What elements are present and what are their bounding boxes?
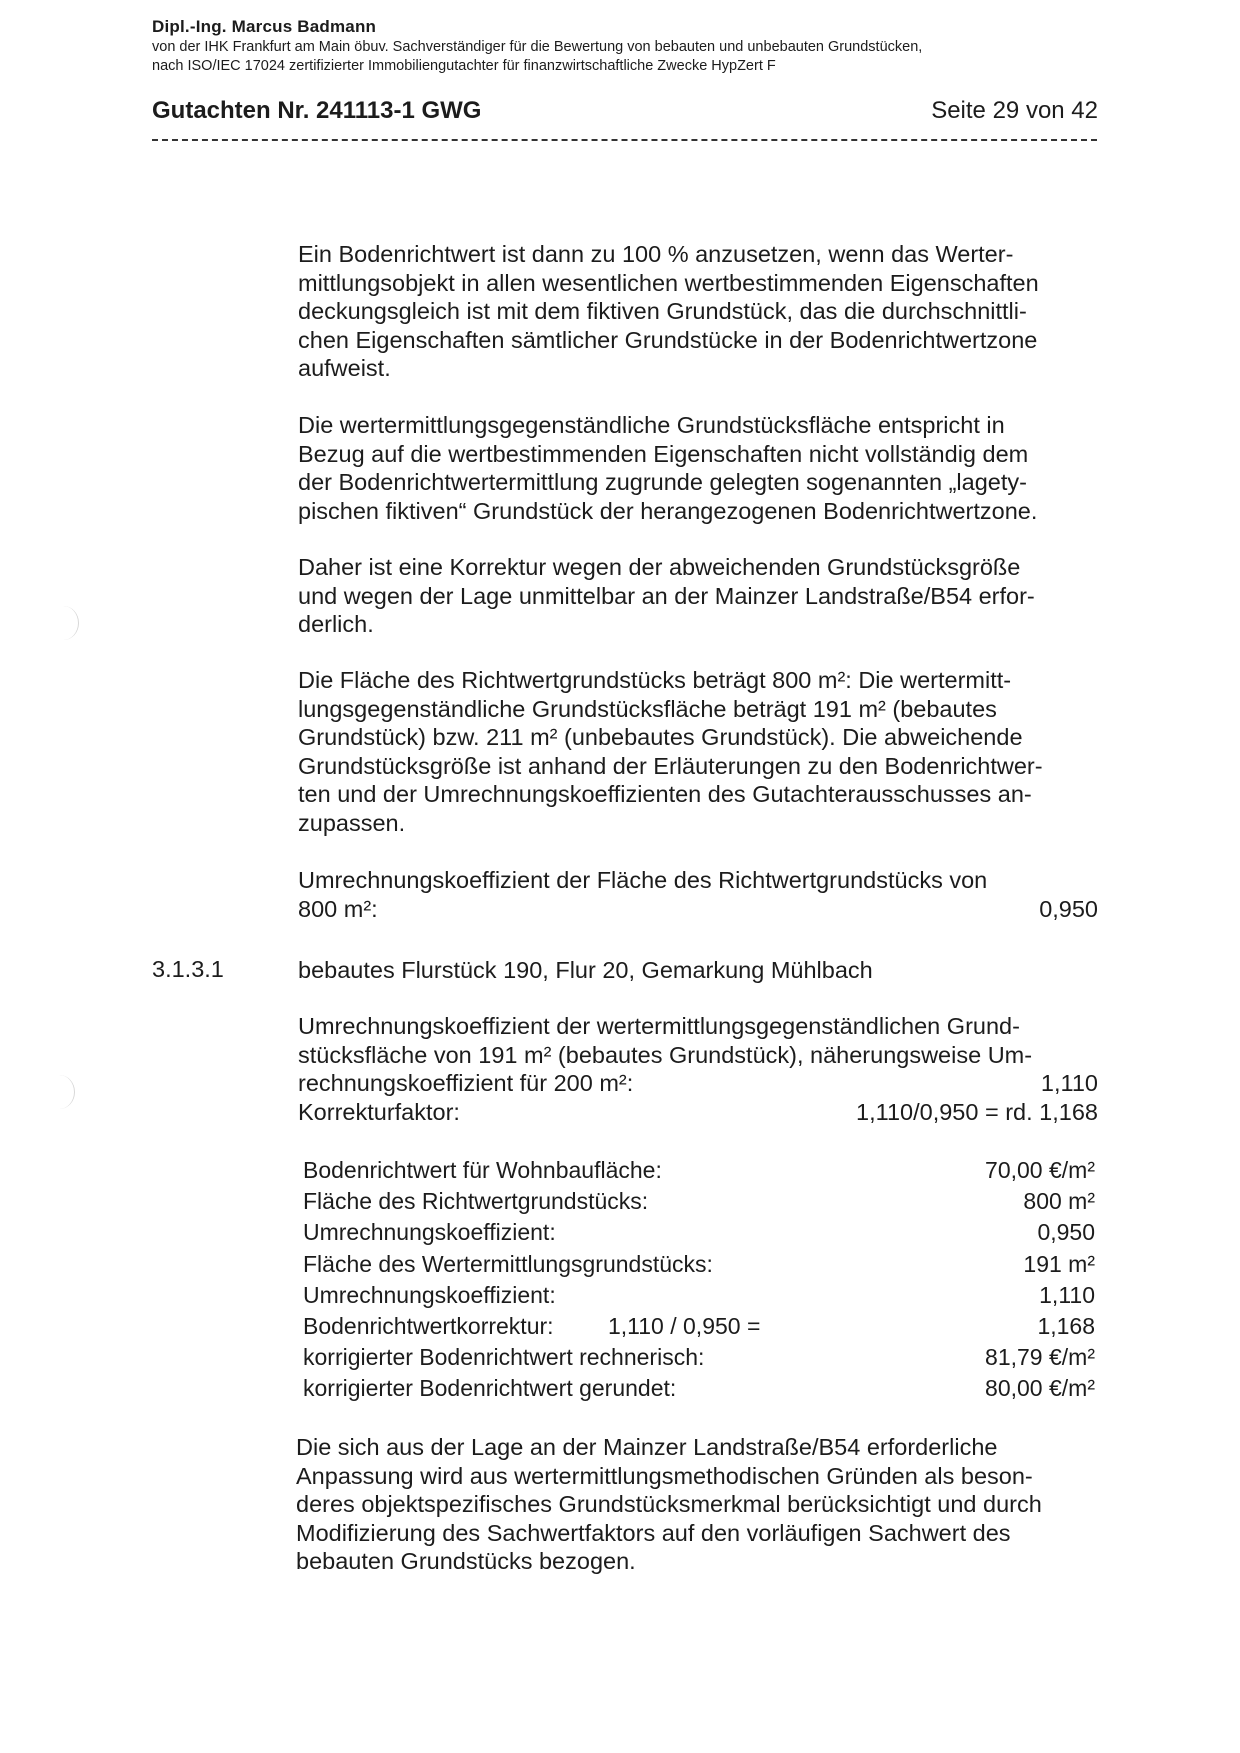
table-value: 800 m² bbox=[1023, 1188, 1095, 1215]
text-line: Bezug auf die wertbestimmenden Eigenschaften nicht vollständig dem bbox=[298, 440, 1029, 467]
text-line: und wegen der Lage unmittelbar an der Mainzer Landstraße/B54 erfor- bbox=[298, 582, 1035, 609]
author-credentials-line-1: von der IHK Frankfurt am Main öbuv. Sachverständiger für die Bewertung von bebauten und unbebauten Grundstücken, bbox=[152, 39, 923, 55]
table-value: 0,950 bbox=[1037, 1219, 1095, 1246]
text-line: zupassen. bbox=[298, 809, 406, 836]
text-line: Die wertermittlungsgegenständliche Grundstücksfläche entspricht in bbox=[298, 412, 1005, 438]
table-row bbox=[303, 1188, 1095, 1219]
header-divider bbox=[152, 139, 1097, 141]
table-row bbox=[303, 1313, 1095, 1344]
text-line: Die Fläche des Richtwertgrundstücks beträgt 800 m²: Die wertermitt- bbox=[298, 667, 1012, 693]
text-line: Daher ist eine Korrektur wegen der abweichenden Grundstücksgröße bbox=[298, 554, 1021, 580]
row-label: Korrekturfaktor: bbox=[298, 1098, 460, 1125]
text-line: Grundstücksgröße ist anhand der Erläuterungen zu den Bodenrichtwer- bbox=[298, 752, 1043, 779]
text-line: lungsgegenständliche Grundstücksfläche beträgt 191 m² (bebautes bbox=[298, 695, 997, 722]
text-line: pischen fiktiven“ Grundstück der herangezogenen Bodenrichtwertzone. bbox=[298, 497, 1038, 524]
value-row bbox=[298, 1069, 1098, 1098]
table-label: Umrechnungskoeffizient: bbox=[303, 1281, 556, 1308]
punch-hole-mark bbox=[48, 606, 79, 640]
table-value: 80,00 €/m² bbox=[985, 1375, 1095, 1402]
text-line: Die sich aus der Lage an der Mainzer Landstraße/B54 erforderliche bbox=[296, 1434, 998, 1460]
table-row bbox=[303, 1375, 1095, 1406]
table-label: Fläche des Richtwertgrundstücks: bbox=[303, 1188, 649, 1215]
text-line: aufweist. bbox=[298, 355, 391, 381]
table-row bbox=[303, 1344, 1095, 1375]
text-line: Grundstück) bzw. 211 m² (unbebautes Grundstück). Die abweichende bbox=[298, 724, 1023, 750]
bodenrichtwert-calculation-table bbox=[303, 1157, 1095, 1407]
value-row bbox=[298, 895, 1098, 924]
report-title: Gutachten Nr. 241113-1 GWG bbox=[152, 97, 482, 124]
text-line: Umrechnungskoeffizient der wertermittlungsgegenständlichen Grund- bbox=[298, 1013, 1020, 1039]
paragraph-umrechnungskoeffizient-richtwert bbox=[298, 866, 1098, 923]
table-value: 70,00 €/m² bbox=[985, 1157, 1095, 1183]
table-label: Bodenrichtwertkorrektur: bbox=[303, 1312, 554, 1339]
section-title bbox=[298, 956, 1098, 985]
row-value: 0,950 bbox=[1039, 895, 1098, 922]
text-line: stücksfläche von 191 m² (bebautes Grundstück), näherungsweise Um- bbox=[298, 1041, 1033, 1068]
table-value: 1,168 bbox=[1037, 1312, 1095, 1339]
author-credentials-line-2: nach ISO/IEC 17024 zertifizierter Immobiliengutachter für finanzwirtschaftliche Zwecke HypZert F bbox=[152, 58, 776, 74]
page-number: Seite 29 von 42 bbox=[931, 97, 1098, 124]
table-label: Bodenrichtwert für Wohnbaufläche: bbox=[303, 1157, 662, 1183]
text-line: deckungsgleich ist mit dem fiktiven Grundstück, das die durchschnittli- bbox=[298, 298, 1027, 324]
table-value: 1,110 bbox=[1039, 1281, 1095, 1308]
text-line: ten und der Umrechnungskoeffizienten des Gutachterausschusses an- bbox=[298, 781, 1032, 807]
text-line: bebauten Grundstücks bezogen. bbox=[296, 1548, 636, 1574]
table-formula: 1,110 / 0,950 = bbox=[608, 1312, 761, 1339]
paragraph-flaechenvergleich bbox=[298, 666, 1098, 837]
punch-hole-mark bbox=[44, 1075, 75, 1109]
section-title-text: bebautes Flurstück 190, Flur 20, Gemarkung Mühlbach bbox=[298, 957, 873, 983]
table-label: korrigierter Bodenrichtwert gerundet: bbox=[303, 1375, 677, 1402]
text-line: Umrechnungskoeffizient der Fläche des Richtwertgrundstücks von bbox=[298, 867, 988, 893]
table-label: Umrechnungskoeffizient: bbox=[303, 1219, 556, 1246]
text-line: deres objektspezifisches Grundstücksmerkmal berücksichtigt und durch bbox=[296, 1491, 1042, 1517]
table-label: korrigierter Bodenrichtwert rechnerisch: bbox=[303, 1344, 705, 1371]
table-value: 191 m² bbox=[1023, 1250, 1095, 1277]
paragraph-bodenrichtwert-definition bbox=[298, 240, 1098, 383]
table-value: 81,79 €/m² bbox=[985, 1344, 1095, 1371]
text-line: chen Eigenschaften sämtlicher Grundstücke in der Bodenrichtwertzone bbox=[298, 326, 1038, 353]
row-value: 1,110 bbox=[1040, 1070, 1098, 1096]
table-row bbox=[303, 1219, 1095, 1250]
row-label: rechnungskoeffizient für 200 m²: bbox=[298, 1070, 634, 1096]
author-name: Dipl.-Ing. Marcus Badmann bbox=[152, 17, 377, 36]
text-line: Ein Bodenrichtwert ist dann zu 100 % anzusetzen, wenn das Werter- bbox=[298, 241, 1014, 267]
row-value: 1,110/0,950 = rd. 1,168 bbox=[856, 1098, 1098, 1125]
table-row bbox=[303, 1251, 1095, 1282]
table-row bbox=[303, 1157, 1095, 1188]
section-number: 3.1.3.1 bbox=[152, 956, 224, 982]
paragraph-korrekturfaktor bbox=[298, 1012, 1098, 1126]
paragraph-korrektur bbox=[298, 553, 1098, 639]
row-label: 800 m²: bbox=[298, 895, 378, 922]
text-line: derlich. bbox=[298, 611, 374, 637]
table-label: Fläche des Wertermittlungsgrundstücks: bbox=[303, 1250, 713, 1277]
paragraph-lagetypisches-grundstueck bbox=[298, 411, 1098, 525]
value-row bbox=[298, 1098, 1098, 1127]
text-line: der Bodenrichtwertermittlung zugrunde gelegten sogenannten „lagety- bbox=[298, 469, 1027, 495]
table-row bbox=[303, 1282, 1095, 1313]
text-line: mittlungsobjekt in allen wesentlichen wertbestimmenden Eigenschaften bbox=[298, 269, 1039, 296]
paragraph-lage-anpassung bbox=[296, 1433, 1096, 1576]
text-line: Anpassung wird aus wertermittlungsmethodischen Gründen als beson- bbox=[296, 1462, 1033, 1489]
text-line: Modifizierung des Sachwertfaktors auf den vorläufigen Sachwert des bbox=[296, 1519, 1011, 1546]
